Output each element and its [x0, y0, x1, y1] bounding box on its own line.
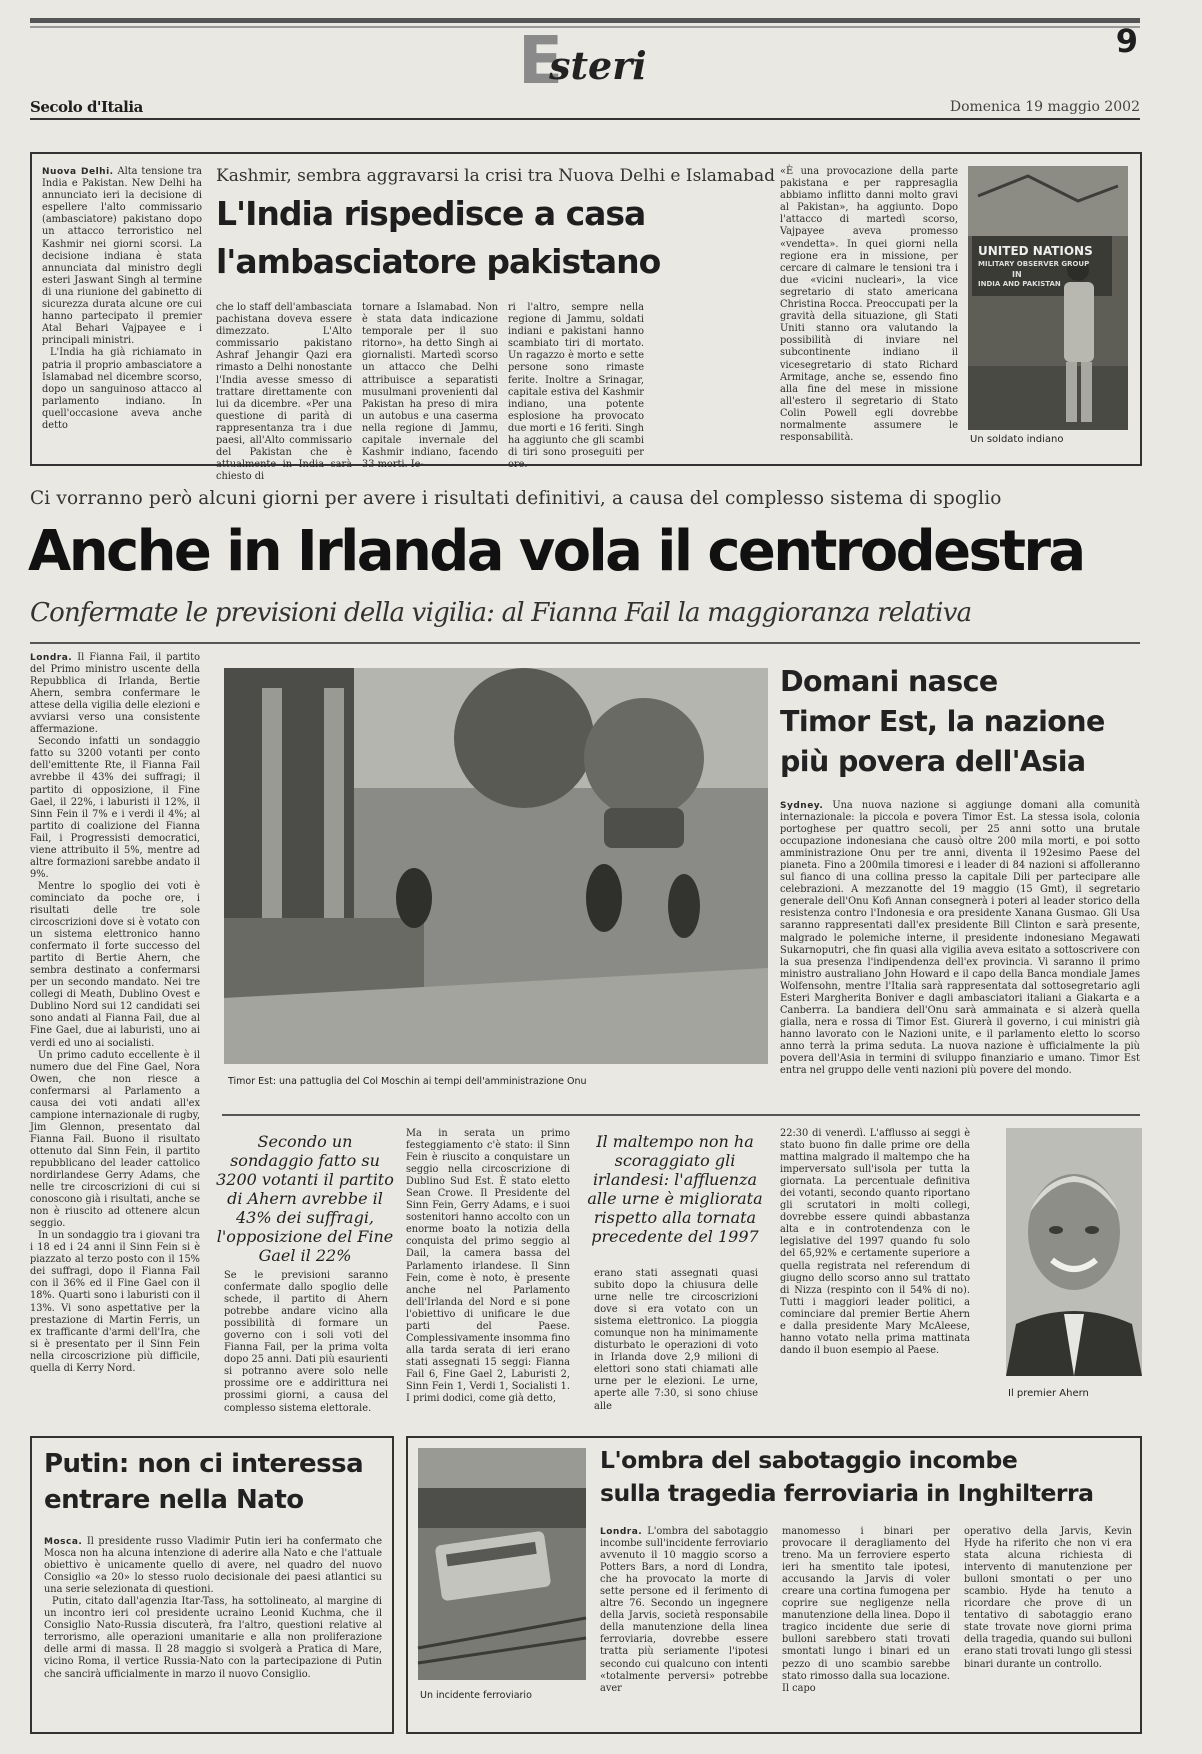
masthead: Secolo d'Italia [30, 98, 143, 116]
section-initial: E [518, 22, 564, 99]
section-rest: steri [549, 43, 647, 88]
ahern-photo-caption: Il premier Ahern [1008, 1388, 1089, 1399]
photo-sign-line-2: MILITARY OBSERVER GROUP [978, 260, 1090, 268]
kashmir-headline [216, 190, 776, 286]
rail-headline-line-2: sulla tragedia ferroviaria in Inghilterra [600, 1479, 1094, 1507]
putin-headline [44, 1446, 388, 1518]
kashmir-col-1 [42, 166, 202, 456]
rail-col-1-text: L'ombra del sabotaggio incombe sull'incidente ferroviario avvenuto il 10 maggio scorso a Potters Bars, a nord di Londra, che ha provocato la morte di sette persone ed il ferimento di altre 76. Secondo un ingegnere della Jarvis, società responsabile della manutenzione della linea ferroviaria, dovrebbe essere tratta più seriamente l'ipotesi secondo cui qualcuno con intenti «totalmente perversi» potrebbe aver [600, 1526, 768, 1694]
train-crash-photo-graphic [418, 1448, 586, 1680]
putin-body-p2: Putin, citato dall'agenzia Itar-Tass, ha sottolineato, al margine di un incontro ieri col presidente ucraino Leonid Kuchma, che il Consiglio Nato-Russia discuterà, fra l'altro, questioni relative al terrorismo, alle operazioni umanitarie e alla non proliferazione delle armi di massa. Il 28 maggio si svolgerà a Pratica di Mare, vicino Roma, il vertice Russia-Nato con la partecipazione di Putin che sancirà ufficialmente in marzo il nuovo Consiglio. [44, 1596, 382, 1680]
ahern-photo [1006, 1128, 1142, 1376]
ireland-rule [30, 642, 1140, 644]
kashmir-photo-caption: Un soldato indiano [970, 434, 1064, 445]
timor-dateline: Sydney. [780, 801, 824, 811]
ireland-kicker: Ci vorranno però alcuni giorni per avere i risultati definitivi, a causa del complesso sistema di spoglio [30, 488, 1002, 509]
ireland-col-1-p1: Il Fianna Fail, il partito del Primo ministro uscente della Repubblica di Irlanda, Bertie Ahern, sembra confermare le attese della vigilia delle elezioni e avviarsi verso una consistente affermazione. [30, 652, 200, 736]
ireland-col-1-p3: Mentre lo spoglio dei voti è cominciato da poche ore, i risultati delle tre sole circoscrizioni dove si è votato con un sistema elettronico hanno confermato il forte successo del partito di Bertie Ahern, che sembra destinato a confermarsi per un secondo mandato. Nei tre collegi di Meath, Dublino Ovest e Dublino Nord sui 12 candidati sei sono andati al Fianna Fail, due al Fine Gael, due ai laburisti, uno ai verdi ed uno ai socialisti. [30, 880, 200, 1049]
kashmir-headline-line-2: l'ambasciatore pakistano [216, 242, 661, 281]
rail-dateline: Londra. [600, 1527, 643, 1537]
ireland-pullquote-1: Secondo un sondaggio fatto su 3200 votanti il partito di Ahern avrebbe il 43% dei suffragi, l'opposizione del Fine Gael il 22% [216, 1132, 394, 1265]
kashmir-col-1-p2: L'India ha già richiamato in patria il proprio ambasciatore a Islamabad nel dicembre scorso, dopo un sanguinoso attacco al parlamento indiano. In quell'occasione aveva anche detto [42, 347, 202, 431]
rail-col-2: manomesso i binari per provocare il deragliamento del treno. Ma un ferroviere esperto ieri ha smentito tale ipotesi, accusando la Jarvis di voler creare una cortina fumogena per coprire sue negligenze nella manutenzione della linea. Dopo il tragico incidente due serie di bulloni sarebbero stati trovati smontati lungo i binari ed un pezzo di uno scambio sarebbe stato rimosso dalla sua locazione. Il capo [782, 1526, 950, 1694]
putin-headline-line-1: Putin: non ci interessa [44, 1449, 364, 1479]
ireland-col-1 [30, 652, 200, 1420]
photo-sign-line-4: INDIA AND PAKISTAN [978, 280, 1061, 288]
header-bottom-rule [30, 118, 1140, 120]
timor-headline-line-1: Domani nasce [780, 665, 998, 698]
rail-col-3: operativo della Jarvis, Kevin Hyde ha riferito che non vi era stata alcuna richiesta di intervento di manutenzione per bulloni smontati o per uno scambio. Hyde ha tenuto a ricordare che prove di un tentativo di sabotaggio erano state trovate nove giorni prima della tragedia, quando sui bulloni erano stati trovati lungo gli stessi binari durante un controllo. [964, 1526, 1132, 1670]
header-date: Domenica 19 maggio 2002 [949, 99, 1140, 115]
putin-body [44, 1536, 382, 1724]
ireland-col-5: 22:30 di venerdì. L'afflusso ai seggi è stato buono fin dalle prime ore della mattina malgrado il maltempo che ha imperversato sull'isola per tutta la giornata. La percentuale definitiva dei votanti, secondo quanto riportano gli scrutatori in molti collegi, dovrebbe essere quindi abbastanza alta e in controtendenza con le legislative del 1997 quando fu solo del 65,92% e certamente superiore a quella registrata nel referendum di giugno dello scorso anno sul trattato di Nizza (respinto con il 54% di no). Tutti i maggiori leader politici, a cominciare dal premier Bertie Ahern e dalla presidente Mary McAleese, hanno votato nella prima mattinata dando il buon esempio al Paese. [780, 1128, 970, 1356]
ahern-portrait-graphic [1006, 1128, 1142, 1376]
putin-headline-line-2: entrare nella Nato [44, 1485, 304, 1515]
ireland-col-4: erano stati assegnati quasi subito dopo la chiusura delle urne nelle tre circoscrizioni dove si era votato con un sistema elettronico. La pioggia comunque non ha minimamente disturbato le operazioni di voto in Irlanda dove 2,9 milioni di elettori sono stati chiamati alle urne per le elezioni. Le urne, aperte alle 7:30, si sono chiuse alle [594, 1268, 758, 1412]
kashmir-col-1-p1: Alta tensione tra India e Pakistan. New Delhi ha annunciato ieri la decisione di espellere l'alto commissario (ambasciatore) pakistano dopo un attacco terroristico nel Kashmir nei giorni scorsi. La decisione indiana è stata annunciata dal ministro degli esteri Jaswant Singh al termine di una riunione del gabinetto di sicurezza durata alcune ore cui hanno partecipato il premier Atal Behari Vajpayee e i principali ministri. [42, 166, 202, 347]
kashmir-col-4: ri l'altro, sempre nella regione di Jammu, soldati indiani e pakistani hanno scambiato tiri di mortato. Un ragazzo è morto e sette persone sono rimaste ferite. Inoltre a Srinagar, capitale estiva del Kashmir indiano, una potente esplosione ha provocato due morti e 16 feriti. Singh ha aggiunto che gli scambi di tiri sono proseguiti per ore. [508, 302, 644, 471]
kashmir-col-3: tornare a Islamabad. Non è stata data indicazione temporale per il suo ritorno», ha detto Singh ai giornalisti. Martedì scorso un attacco che Delhi attribuisce a separatisti musulmani provenienti dal Pakistan ha preso di mira un autobus e una caserma nella regione di Jammu, capitale invernale del Kashmir indiano, facendo 33 morti. Ie- [362, 302, 498, 471]
photo-sign-line-3: IN [1012, 270, 1022, 279]
timor-body [780, 800, 1140, 1090]
rail-photo-caption: Un incidente ferroviario [420, 1690, 532, 1701]
page-number: 9 [1115, 22, 1138, 60]
ireland-dateline: Londra. [30, 653, 73, 663]
kashmir-photo [968, 166, 1128, 430]
patrol-photo-graphic [224, 668, 768, 1064]
ireland-col-3: Ma in serata un primo festeggiamento c'è stato: il Sinn Fein è riuscito a conquistare un seggio nella circoscrizione di Dublino Sud Est. È stato eletto Sean Crowe. Il Presidente del Sinn Fein, Gerry Adams, e i suoi sostenitori hanno accolto con un enorme boato la notizia della conquista del primo seggio al Dail, la camera bassa del Parlamento irlandese. Il Sinn Fein, come è noto, è presente anche nel Parlamento dell'Irlanda del Nord e si pone l'obiettivo di unificare le due parti del Paese. Complessivamente insomma fino alla tarda serata di ieri erano stati assegnati 15 seggi: Fianna Fail 6, Fine Gael 2, Laburisti 2, Sinn Fein 1, Verdi 1, Socialisti 1. I primi dodici, come già detto, [406, 1128, 570, 1405]
rail-col-1 [600, 1526, 768, 1724]
kashmir-col-5: «È una provocazione della parte pakistana e per rappresaglia abbiamo inflitto danni molto gravi al Pakistan», ha aggiunto. Dopo l'attacco di martedì scorso, Vajpayee aveva promesso «vendetta». In quei giorni nella regione era in missione, per cercare di calmare le tensioni tra i due «vicini nucleari», la vice segretario di stato americana Christina Rocca. Preoccupati per la gravità della situazione, gli Stati Uniti stanno ora valutando la possibilità di inviare nel subcontinente indiano il vicesegretario di stato Richard Armitage, anche se, essendo fino alla fine del mese in missione all'estero il segretario di Stato Colin Powell egli dovrebbe normalmente assumere le responsabilità. [780, 166, 958, 444]
timor-headline [780, 662, 1140, 782]
kashmir-headline-line-1: L'India rispedisce a casa [216, 194, 646, 233]
putin-dateline: Mosca. [44, 1537, 83, 1547]
ireland-col-1-p2: Secondo infatti un sondaggio fatto su 3200 votanti per conto dell'emittente Rte, il Fianna Fail avrebbe il 43% dei suffragi; il partito di opposizione, il Fine Gael, il 22%, i laburisti il 12%, il Sinn Fein il 7% e i verdi il 4%; al partito di coalizione del Fianna Fail, i Progressisti democratici, viene attribuito il 5%, mentre ad altre formazioni sarebbe andato il 9%. [30, 736, 200, 880]
kashmir-col-2: che lo staff dell'ambasciata pachistana doveva essere dimezzato. L'Alto commissario pakistano Ashraf Jehangir Qazi era rimasto a Delhi nonostante l'India avesse smesso di trattare direttamente con lui da dicembre. «Per una questione di parità di rappresentanza tra i due paesi, all'Alto commissario del Pakistan che è attualmente in India sarà chiesto di [216, 302, 352, 483]
ireland-subhead: Confermate le previsioni della vigilia: al Fianna Fail la maggioranza relativa [30, 598, 972, 628]
timor-headline-line-3: più povera dell'Asia [780, 745, 1086, 778]
rail-headline-line-1: L'ombra del sabotaggio incombe [600, 1446, 1018, 1474]
timor-photo-caption: Timor Est: una pattuglia del Col Moschin ai tempi dell'amministrazione Onu [228, 1076, 587, 1087]
section-title [518, 22, 647, 99]
ireland-col-1-p4: Un primo caduto eccellente è il numero due del Fine Gael, Nora Owen, che non riesce a confermarsi al Parlamento a causa dei voti andati all'ex campione internazionale di rugby, Jim Glennon, presentato dal Fianna Fail. Buono il risultato ottenuto dal Sinn Fein, il partito repubblicano del leader cattolico nordirlandese Gerry Adams, che nelle tre circoscrizioni di cui si conoscono già i risultati, anche se non è riuscito ad ottenere alcun seggio. [30, 1049, 200, 1230]
ireland-col-1-p5: In un sondaggio tra i giovani tra i 18 ed i 24 anni il Sinn Fein si è piazzato al terzo posto con il 15% dei suffragi, dopo il Fianna Fail con il 36% ed il Fine Gael con il 18%. Quarti sono i laburisti con il 13%. Vi sono aspettative per la prestazione di Martin Ferris, un ex trafficante d'armi dell'Ira, che si è presentato per il Sinn Fein nella circoscrizione più difficile, quella di Kerry Nord. [30, 1230, 200, 1374]
ireland-col-2: Se le previsioni saranno confermate dallo spoglio delle schede, il partito di Ahern potrebbe andare vicino alla possibilità di formare un governo con i soli voti del Fianna Fail, per la prima volta dopo 25 anni. Dati più esaurienti si potranno avere solo nelle prossime ore e addirittura nei prossimi giorni, a causa del complesso sistema elettorale. [224, 1270, 388, 1414]
timor-headline-line-2: Timor Est, la nazione [780, 705, 1105, 738]
kashmir-kicker: Kashmir, sembra aggravarsi la crisi tra Nuova Delhi e Islamabad [216, 166, 776, 186]
rail-photo [418, 1448, 586, 1680]
timor-photo [224, 668, 768, 1064]
ireland-pullquote-2: Il maltempo non ha scoraggiato gli irlandesi: l'affluenza alle urne è migliorata rispetto alla tornata precedente del 1997 [587, 1132, 763, 1246]
soldier-photo-graphic [968, 166, 1128, 430]
kashmir-dateline: Nuova Delhi. [42, 167, 114, 177]
middle-rule [222, 1114, 1140, 1116]
ireland-headline: Anche in Irlanda vola il centrodestra [28, 519, 1084, 584]
photo-sign-line-1: UNITED NATIONS [978, 244, 1093, 258]
putin-body-p1: Il presidente russo Vladimir Putin ieri ha confermato che Mosca non ha alcuna intenzione di aderire alla Nato e che l'attuale obiettivo è unicamente quello di avere, nel quadro del nuovo Consiglio «a 20» lo stesso ruolo decisionale dei paesi atlantici su una serie selezionata di questioni. [44, 1536, 382, 1596]
rail-headline [600, 1444, 1140, 1510]
timor-body-text: Una nuova nazione si aggiunge domani alla comunità internazionale: la piccola e povera Timor Est. La stessa isola, colonia portoghese per quattro secoli, per 25 anni sotto una brutale occupazione indonesiana che causò oltre 200 mila morti, e poi sotto amministrazione Onu per tre anni, diventa il 192esimo Paese del pianeta. Fino a 200mila timoresi e i leader di 84 nazioni si affolleranno sul fianco di una collina presso la capitale Dili per partecipare alle celebrazioni. A mezzanotte del 19 maggio (15 Gmt), il segretario generale dell'Onu Kofi Annan consegnerà i poteri al leader storico della resistenza contro l'Indonesia e ora presidente Xanana Gusmao. Gli Usa saranno rappresentati dall'ex presidente Bill Clinton e sarà presente, malgrado le polemiche interne, il presidente indonesiano Megawati Sukarnoputri, che fin quasi alla vigilia aveva esitato a sottoscrivere con la sua presenza l'indipendenza dell'ex provincia. Vi saranno il primo ministro australiano John Howard e il capo della Banca mondiale James Wolfensohn, mentre l'Italia sarà rappresentata dal sottosegretario agli Esteri Margherita Boniver e dagli ambasciatori italiani a Giakarta e a Canberra. La bandiera dell'Onu sarà ammainata e si alzerà quella gialla, nera e rossa di Timor Est. Giurerà il governo, i cui ministri già hanno lavorato con le Nazioni unite, e il parlamento eletto lo scorso anno terrà la prima seduta. La nuova nazione è ufficialmente la più povera dell'Asia in termini di sviluppo finanziario e umano. Timor Est entra nel gruppo delle venti nazioni più povere del mondo. [780, 800, 1140, 1077]
